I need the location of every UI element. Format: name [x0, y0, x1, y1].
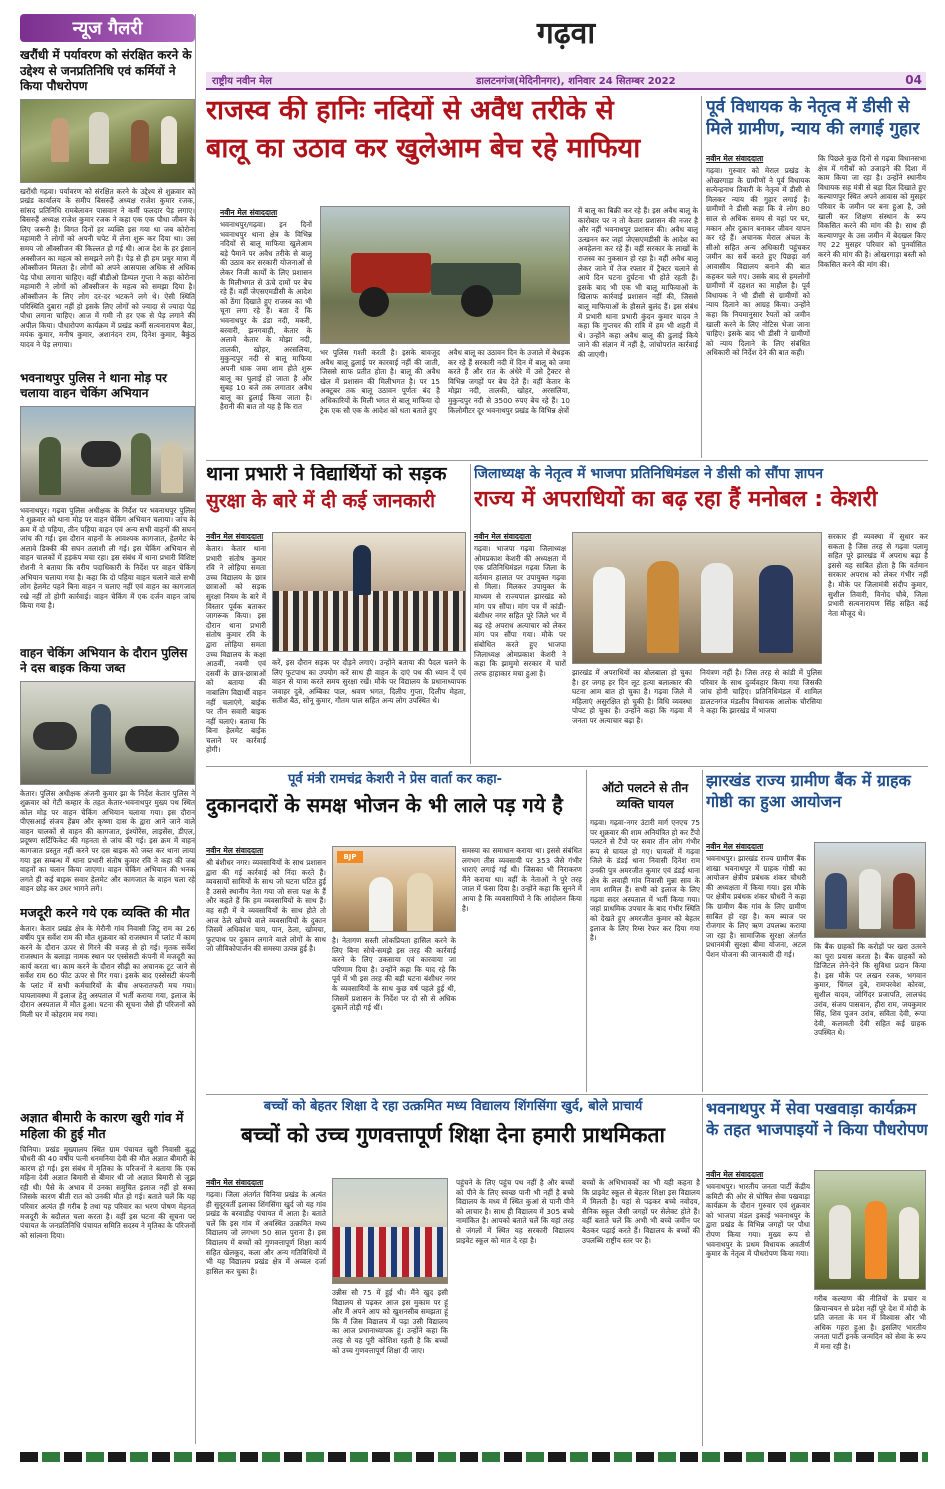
sidebar-story-body: खरौंधी गढ़वा। पर्यावरण को संरक्षित करने के उद्देश्य से शुक्रवार को प्रखंड कार्यालय के समीप बिसरुहैं अध्यक्ष राजेश कुमार रजक, सांसद प्रतिनिधि रामबेलावन पासवान ने कर्मी फलदार पेड़ लगाए। बिसरुहैं अध्यक्ष राजेश कुमार रजक ने कहा एक एक पौधा जीवन के लिए जरूरी है। विगत दिनों हर व्यक्ति इस गया था जब कोरोना महामारी ने लोगों को अपनी चपेट में लेना शुरू कर दिया था। उस समय जो ऑक्सीजन की किल्लत हो गई थी। आज देश के हर इंसान अक्सीजन का महत्व को समझने लगे हैं। पेड़ से ही हम प्रचुर मात्रा में ऑक्सीजन मिलता है। लोगों को अपने आसपास अधिक से अधिक पेड़ पौधा लगाना चाहिए। वहीं बीडीओ डिम्पल गुप्ता ने कहा कोरोना महामारी ने लोगों को ऑक्सीजन के महत्व को समझा दिया है। ऑक्सीजन के लिए लोग दर-दर भटकने लगे थे। ऐसी स्थिति परिस्थिति दुबारा नहीं हो इसके लिए लोगों को ज्यादा से ज्यादा पेड़ पौधा लगाना चाहिए। आज में गमी नौ हर एक से पेड़ लगाने की अपील किया। पौधारोपण कार्यक्रम में प्रखंड कर्मी सत्यनारायण बैठा, मयंक कुमार, मनीष कुमार, अशानंदन राम, दिनेश कुमार, बैकुंठ यादव ने पेड़ लगाया। — [20, 186, 195, 349]
bjp-title: राज्य में अपराधियों का बढ़ रहा हैं मनोबल : केशरी — [474, 487, 878, 512]
top-story — [206, 96, 700, 458]
bank-col2: कि बैंक ग्राहकों कि करोड़ों पर खरा उतरने का पूरा प्रयास करता है। बैंक ग्राहकों को डिजिटल लेने-देने कि सुविधा प्रदान किया है। इस मौके पर लखन रजक, भगवान कुमार, चिंगल दुबे, रामपरवेश कोरवा, सुशील यादव, जोगिंदर प्रजापति, लालचंद उरांव, संजय पासवान, हीरा राम, जयकुमार सिंह, शिव पूजन उरांव, सविता देवी, रूपा देवी, कलावती देवी सहित कई ग्राहक उपस्थित थे। — [814, 942, 926, 1038]
education-kicker: बच्चों को बेहतर शिक्षा दे रहा उत्क्रमित मध्य विद्यालय शिंगसिंगा खुर्द, बोले प्राचार्य — [263, 1099, 643, 1114]
bjp-col1: नवीन मेल संवाददाता गढ़वा। भाजपा गढ़वा जिलाध्यक्ष ओमप्रकाश केशरी की अध्यक्षता में एक प्रतिनिधिमंडल गढ़वा जिला के वर्तमान हालात पर उपायुक्त गढ़वा से मिला। मिलकर उपायुक्त के माध्यम से राज्यपाल झारखंड को मांग पत्र सौंपा। मांग पत्र में कांडी-बंशीधर नगर सहित पूरे जिले भर में बढ़ रहे अपराध अत्याचार को लेकर मांग पत्र सौंपा गया। मौके पर संबोधित करते हुए भाजपा जिलाध्यक्ष ओमप्रकाश केशरी ने कहा कि झामुमो सरकार में चारों तरफ हाहाकार मचा हुआ है। — [474, 532, 566, 678]
gramin-bank-title: झारखंड राज्य ग्रामीण बैंक में ग्राहक गोष्ठी का हुआ आयोजन — [706, 771, 911, 811]
dateline: डालटनगंज(मेदिनीनगर), शनिवार 24 सितम्बर 2022 — [476, 76, 676, 87]
sidebar-story-bike-seize — [20, 646, 195, 901]
sidebar-story-title: मजदूरी करने गये एक व्यक्ति की मौत — [20, 904, 190, 920]
auto-accident-story — [590, 780, 700, 1092]
seva-pakhwada-title: भवनाथपुर में सेवा पखवाड़ा कार्यक्रम के तहत भाजपाइयों ने किया पौधरोपण — [706, 1099, 928, 1139]
sidebar-story-body: केतार। पुलिस अधीक्षक अंजनी कुमार झा के निर्देश केतार पुलिस ने शुक्रवार को गेटी कम्हार के तहत केतार-भवनाथपुर मुख्य पथ स्थित कोल मोड़ पर वाहन चेकिंग अभियान चलाया गया। इस दौरान पीएसआई संजय हेंब्रम और कृष्णा दास के द्वारा आने जाने वाले वाहन चालकों से वाहन की कागजात, इंश्योरेंस, लाइसेंस, डीएल, प्रदूषण सर्टिफिकेट की गहनता से जांच की गई। इस क्रम में वाहन कागजात प्रस्तुत नहीं करने पर दस बाइक को जब्त कर थाना लाया गया इस सम्बन्ध में थाना प्रभारी संतोष कुमार रवि ने कहा की जब वाहनों का चलान किया जाएगा। वाहन चेकिंग अभियान की भनक लगते ही कई बाइक सवार हेलमेट और कागजात के वाहन चला रहे वाहन छोड़ कर उधर भागने लगे। — [20, 788, 195, 894]
sidebar-story-title: वाहन चेकिंग अभियान के दौरान पुलिस ने दस बाइक किया जब्त — [20, 645, 188, 675]
kesri-kicker: पूर्व मंत्री रामचंद्र केशरी ने प्रेस वार्ता कर कहा- — [288, 772, 502, 787]
bjp-col4: सरकार ही व्यवस्था में सुधार कर सकता है जिस तरह से गढ़वा पलामू सहित पूरे झारखंड में अपराध बढ़ा है इससे यह साबित होता है कि वर्तमान सरकार अपराध को लेकर गंभीर नहीं है। मौके पर जिलामंत्री संदीप कुमार, सुशील तिवारी, विनोद चौबे, जिला प्रभारी सत्यनारायण सिंह सहित कई नेता मौजूद थे। — [828, 532, 928, 618]
police-check-photo — [20, 406, 195, 502]
bike-seize-photo — [20, 681, 195, 785]
sidebar-story-body: भवनाथपुर। गढ़वा पुलिस अधीक्षक के निर्देश पर भवनाथपुर पुलिस ने शुक्रवार को थाना मोड़ पर वाहन चेकिंग अभियान चलाया। जांच के क्रम में दो पहिया, तीन पहिया वाहन एवं अन्य सभी वाहनों की सघन जांच की गई। इस दौरान वाहनों के आवश्यक कागजात, हेलमेट के अलावे डिक्की की सघन तलाशी ली गई। इस चेकिंग अभियान से वाहन चालकों में हड़कंप मचा रहा। इस संबंध में थाना प्रभारी विशिष्ट रोशनी ने बताया कि वरीय पदाधिकारी के निर्देश पर वाहन चेकिंग अभियान चलाया गया है। कहा कि दो पहिया वाहन चलाने वाले सभी लोग हेलमेट पहने बिना वाहन न चलाए नहीं एवं वाहन का कागजात रखे नहीं तो होगी कार्रवाई। वाहन चेकिंग में एक दर्जन वाहन जांच किया गया है। — [20, 505, 195, 611]
top-story-col4: में बालू का बिक्री कर रहे हैं। इस अवैध बालू के कारोबार पर न तो केतार प्रशासन की नजर है और नहीं भवनाथपुर प्रशासन की। अवैध बालू उत्खनन कर जहां जेएसएमडीसी के आदेश का अवहेलना कर रहे हैं। वहीं सरकार के लाखों के राजस्व का नुकसान हो रहा है। वहीं अवैध बालू लेकर जाने में तेज रफ्तार में ट्रैक्टर चलाने से आये दिन घटना दुर्घटना भी होते रहती हैं। इसके बाद भी एक भी बालू माफियाओं के खिलाफ कार्रवाई प्रशासन नहीं की, जिससे बालू माफियाओं के हौसले बुलंद हैं। इस संबंध में प्रभारी थाना प्रभारी कुंदन कुमार यादव ने कहा कि गुप्तचर की रात्रि में हम भी शहरी में थे। उन्होंने कहा अवैध बालू की ढुलाई किये जाने की संज्ञान में नहीं है, जांचोपरांत कार्रवाई की जाएगी। — [578, 206, 698, 359]
news-gallery-sidebar — [20, 14, 196, 1444]
column-divider — [470, 464, 471, 764]
kesri-col3: समस्या का समाधान कराया था। इससे संबंधित लगभग तीस व्यवसायी पर 353 जैसे गंभीर धाराएं लगाई गई थी। जिसका भी निराकरण मैंने कराया था। वहीं के नेताओं ने पुरे तरह जाल में फंसा दिया है। उन्होंने कहा कि सुनने में आया है कि व्यवसायियों ने कि आंदोलन किया है। — [462, 846, 582, 913]
kesri-col1: नवीन मेल संवाददाता श्री बंशीधर नगर। व्यवसायियों के साथ प्रशासन द्वारा की गई कार्रवाई को निंदा करते हैं। व्यवसायों सामियों के साथ जो घटना घटित हुई है उससे स्थानीय नेता गया जो सत्ता पक्ष के हैं और कहते हैं कि हम व्यवसायियों के साथ हैं। वह सही में वे व्यवसायियों के साथ होते तो आज ठेले खोमचे वाले व्यवसायियों के दुकान जिसमें अधिकांश चाय, पान, ठेला, खोमचा, फुटपाथ पर दुकान लगाने वाले लोगों के साथ जो जीविकोपार्जन की समस्या उत्पन्न हुई है। — [206, 846, 326, 954]
sidebar-story-vehicle-check — [20, 371, 195, 640]
row-divider — [206, 1094, 928, 1095]
top-story-title-line2: बालू का उठाव कर खुलेआम बेच रहे माफिया — [206, 133, 641, 165]
column-divider — [702, 1098, 703, 1446]
column-divider — [702, 770, 703, 1092]
pakhwada-col1: नवीन मेल संवाददाता भवनाथपुर। भारतीय जनता पार्टी केंद्रीय कमिटी की ओर से घोषित सेवा पखवाड़ा कार्यक्रम के दौरान गुरुवार एवं शुक्रवार को भाजपा मंडल इकाई भवनाथपुर के द्वारा प्रखंड के विभिन्न जगहों पर पौधा रोपण किया गया। मुख्य रूप से भवनाथपुर के प्रथम विधायक अवतीर्ण कुमार के नेतृत्व में पौधरोपण किया गया। — [706, 1170, 810, 1259]
bjp-banner-badge: BJP — [337, 851, 363, 863]
education-col1: नवीन मेल संवाददाता गढ़वा। जिला अंतर्गत चिनिया प्रखंड के अत्यंत ही सुदूरवर्ती इलाका शिंगसिंगा खुर्द जो यह गांव प्रखंड के बरवाडीह पंचायत में आता है। बताते चलें कि इस गांव में अवस्थित उत्क्रमित मध्य विद्यालय जो लगभग 50 साल पुराना है। इस विद्यालय में बच्चों को गुणवत्तापूर्ण शिक्षा कार्य सहित खेलकूद, कला और अन्य गतिविधियों में भी यह विद्यालय प्रखंड क्षेत्र में अव्वल दर्जा हासिल कर चुका है। — [206, 1178, 326, 1276]
auto-accident-body: गढ़वा। गढ़वा-नगर उंटारी मार्ग एनएच 75 पर शुक्रवार की शाम अनियंत्रित हो कर टैंपो पलटने से टैंपो पर सवार तीन लोग गंभीर रूप से घायल हो गए। घायलों में गढ़वा जिले के डंडई थाना निवासी दिनेश राम उनकी पुत्र अमरजीत कुमार एवं डंडई थाना क्षेत्र के लवाही गांव निवासी मुन्ना साव के नाम शामिल हैं। सभी को इलाज के लिए गढ़वा सदर अस्पताल में भर्ती किया गया। जहां प्राथमिक उपचार के बाद गंभीर स्थिति को देखते हुए अमरजीत कुमार को बेहतर इलाज के लिए रिम्स रेफर कर दिया गया है। — [590, 818, 700, 943]
top-story-col2: भर पुलिस गश्ती करती है। इसके बावजूद अवैध बालू ढुलाई पर कारवाई नहीं की जाती, जिससे साफ प्रतीत होता है। बालू की अवैध खेल में प्रशासन की मिलीभगत है। पर 15 अक्टूबर तक बालू उठावन पूर्णतः बंद है अधिकारियों के मिली भगत से बालू माफिया दो ट्रेक एक सौ एक के आदेश को धता बताते हुए — [320, 348, 440, 415]
row-divider — [206, 766, 928, 767]
masthead — [206, 14, 926, 92]
sidebar-story-plantation — [20, 48, 195, 365]
students-photo — [272, 532, 466, 652]
masthead-bar — [206, 72, 926, 90]
column-divider — [586, 770, 587, 1092]
sidebar-story-title: भवनाथपुर पुलिस ने थाना मोड़ पर चलाया वाहन चेकिंग अभियान — [20, 370, 167, 400]
school-education-story — [206, 1098, 700, 1446]
bjp-delegation-story — [474, 464, 928, 764]
road-safety-title-line1: थाना प्रभारी ने विद्यार्थियों को सड़क — [206, 464, 447, 485]
kesri-title: दुकानदारों के समक्ष भोजन के भी लाले पड़ गये है — [206, 793, 563, 817]
ex-mla-story-title: पूर्व विधायक के नेतृत्व में डीसी से मिले ग्रामीण, न्याय की लगाई गुहार — [706, 97, 920, 139]
bjp-delegation-photo — [572, 532, 822, 664]
page-number: 04 — [905, 73, 922, 87]
sidebar-story-title: खरौंधी में पर्यावरण को संरक्षित करने के उद्देश्य से जनप्रतिनिधि एवं कर्मियों ने किया पौधरोपण — [20, 48, 192, 93]
sidebar-story-title: अज्ञात बीमारी के कारण खुरी गांव में महिला की हुई मौत — [20, 1109, 184, 1141]
plantation-bjp-photo — [814, 1170, 926, 1290]
footer-stripe — [20, 1452, 928, 1462]
plantation-photo — [20, 99, 195, 183]
road-safety-story — [206, 464, 468, 764]
education-title: बच्चों को उच्च गुणवत्तापूर्ण शिक्षा देना हमारी प्राथमिकता — [241, 1123, 665, 1147]
gramin-bank-story — [706, 770, 928, 1092]
education-col2: उन्नीस सौ 75 में हुई थी। मैंने खुद इसी विद्यालय से पढ़कर आज इस मुकाम पर हूं और मैं अपने आप को खुशनसीब समझता हूं कि मैं जिस विद्यालय में पढ़ा उसी विद्यालय का आज प्रधानाध्यापक हूं। उन्होंने कहा कि तरह से यह पूरी कोशिश रहती है कि बच्चों को उच्च गुणवत्तापूर्ण शिक्षा दी जाए। — [332, 1288, 448, 1355]
ex-mla-col1: नवीन मेल संवाददाता गढ़वा। गुरुवार को मेराल प्रखंड के ओखरगाड़ा के ग्रामीणों ने पूर्व विधायक सत्येन्द्रनाथ तिवारी के नेतृत्व में डीसी से मिलकर न्याय की गुहार लगाई है। ग्रामीणों ने डीसी कहा कि वे लोग 80 साल से अधिक समय से वहां पर घर, मकान और दुकान बनाकर जीवन यापन कर रहे हैं। अचानक मेराल अंचल के सीओ सहित अन्य अधिकारी पहुंचकर जमीन का सर्वे करते हुए पिछड़ा वर्ग आवासीय विद्यालय बनाने की बात कहकर चले गए। उसके बाद से हमलोगों ग्रामीणों में दहशत का माहौल है। पूर्व विधायक ने भी डीसी से ग्रामीणों को न्याय दिलाने का आग्रह किया। उन्होंने कहा कि नियमानुसार रैयतों को जमीन खाली करने के लिए नोटिस भेजा जाना चाहिए। इसके बाद भी डीसी ने ग्रामीणों को न्याय दिलाने के लिए संबंधित अधिकारी को निर्देश देने की बात कही। — [706, 154, 810, 358]
auto-accident-title: ऑटो पलटने से तीन व्यक्ति घायल — [601, 781, 689, 811]
ex-mla-story — [706, 96, 928, 458]
bank-meeting-photo — [814, 842, 926, 938]
pakhwada-col2: गरीब कल्याण की नीतियों के प्रचार व क्रियान्वयन से प्रदेश नहीं पूरे देश में मोदी के प्रति जनता के मन में विश्वास और भी अधिक गहरा हुआ है। इसलिए भारतीय जनता पार्टी इनके जन्मदिन को सेवा के रूप में मना रही है। — [814, 1294, 926, 1351]
bjp-col3: नियंत्रण नहीं है। जिस तरह से कांडी में पुलिस परिवार के साथ दुर्व्यवहार किया गया जिसकी जांच होनी चाहिए। प्रतिनिधिमंडल में शामिल डालटनगंज मंडलीय विधायक आलोक चौरसिया ने कहा कि झारखंड में भाजपा — [700, 668, 822, 716]
school-students-photo — [332, 1178, 448, 1284]
bjp-kicker: जिलाध्यक्ष के नेतृत्व में भाजपा प्रतिनिधिमंडल ने डीसी को सौंपा ज्ञापन — [474, 466, 823, 482]
sidebar-story-body: चिनिया। प्रखंड मुख्यालय स्थित ग्राम पंचायत खुरी निवासी बुद्ध चौधरी की 40 वर्षीय पत्नी धनमनिया देवी की मौत अज्ञात बीमारी के कारण हो गई। इस संबंध में मृतिका के परिजनों ने बताया कि एक महिना देवी अज्ञात बिमारी से बीमार थी जो अज्ञात बिमारी से जूझ रही थी। पैसे के अभाव में उनका समुचित इलाज नहीं हो सका जिसके कारण बीती रात को उनकी मौत हो गई। बताते चलें कि यह परिवार अत्यंत ही गरीब है तथा यह परिवार का भरण पोषण मेहनत मजदूरी के बदौलत चला करता है। वहीं इस घटना की सूचना पर पंचायत के जनप्रतिनिधि पंचायत समिति सदस्य ने मृतिका के परिजनों को सांत्वना दिया। — [20, 1144, 195, 1240]
column-divider — [701, 96, 702, 458]
top-story-col3: अवैध बालू का उठावन दिन के उजाले में बेधड़क कर रहे हैं सरकारी नदी में दिन में बालू को जमा करते हैं और रात के अंधेरे में उसे ट्रैक्टर से विभिन्न जगहों पर बेच देते हैं। वहीं केतार के मोझा नदी, तालकी, खोहर, अरसलिया, मुकुन्दपुर नदी से 3500 रुपए बेच रहे हैं। 10 किलोमीटर दूर भवनाथपुर प्रखंड के विभिन्न क्षेत्रों — [448, 348, 570, 415]
top-story-col1: नवीन मेल संवाददाता भवनाथपुर/गढ़वा। इन दिनों भवनाथपुर थाना क्षेत्र के विभिन्न नदियों से बालू माफिया खुलेआम बड़े पैमाने पर अवैध तरीके से बालू की उठाव कर सरकारी योजनाओं से लेकर निजी कार्यों के लिए प्रशासन के मिलीभगत से ऊंचे दामों पर बेच रहे हैं। वहीं जेएसएमडीसी के आदेश को ठेंगा दिखाते हुए राजस्व का भी चूना लगा रहे हैं। बता दें कि भवनाथपुर के डंडा नदी, मकरी, बरवारी, झनगवाही, केतार के अलावे केतार के मोझा नदी, तालकी, खोहर, अरसलिया, मुकुन्दपुर नदी से बालू माफिया अपनी धाक जमा शाम होते शुरू बालू का घुलाई हो जाता है और सुबह 10 बजे तक लगातार अवैध बालू का ढुलाई किया जाता है। हैरानी की बात तो यह है कि रात — [220, 208, 312, 412]
road-safety-title-line2: सुरक्षा के बारे में दी कई जानकारी — [206, 490, 436, 513]
news-gallery-banner: न्यूज गैलरी — [20, 14, 195, 42]
road-safety-col1: नवीन मेल संवाददाता केतार। केतार थाना प्रभारी संतोष कुमार रवि ने लोहिया समता उच्च विद्यालय के छात्र छात्राओं को सड़क सुरक्षा नियम के बारे में विस्तार पूर्वक बताकर जागरूक किया। इस दौरान थाना प्रभारी संतोष कुमार रवि के द्वारा लोहिया समता उच्च विद्यालय के कक्षा आठवीं, नवमी एवं दसवीं के छात्र-छात्राओं को बताया की नाबालिग विद्यार्थी वाहन नहीं चलाएंगे, बाईक पर तीन सवारी बाइक नहीं चलाएं। बताया कि बिना हेलमेट बाईक चलाने पर कार्रवाई होगी। — [206, 532, 266, 755]
paper-name: राष्ट्रीय नवीन मेल — [212, 76, 272, 87]
kesri-press-story — [206, 770, 584, 1092]
tractor-photo — [320, 206, 570, 344]
bjp-col2: झारखंड में अपराधियों का बोलबाला हो चुका है। हर जगह हर दिन लूट हत्या बलात्कार की घटना आम बात हो चुका है। गढ़वा जिले में महिलाएं असुरक्षित हो चुकी है। विधि व्यवस्था पोपट हो चुका है। उन्होंने कहा कि गढ़वा में जनता पर अत्याचार बढ़ा है। — [572, 668, 692, 725]
road-safety-col2: करें, इस दौरान सड़क पर दौड़ने लगाएं। उन्होंने बताया की पैदल चलने के लिए फुटपाथ का उपयोग करें साथ ही वाहन के दाएं पथ की ध्यान दें एवं वाहन से यात्रा करते समय सुरक्षा रखें। मौके पर विद्यालय के प्रधानाध्यापक जवाहर दुबे, अम्बिका पाल, श्रवण भगत, दिलीप गुप्ता, दिलीप मेहता, सतीश बैठ, सोनू कुमार, गौतम पाल सहित अन्य लोग उपस्थित थे। — [272, 658, 466, 706]
kesri-col2: है। नेतागण सस्ती लोकप्रियता हासिल करने के लिए बिना सोचे-समझे इस तरह की कार्रवाई करने के लिए उकसाया एवं कारवाया जा परिणाम दिया है। उन्होंने कहा कि याद रहे कि पूर्व में भी इस तरह की बड़ी घटना बंशीधर नगर के व्यवसायियों के साथ कुछ वर्ष पहले हुई थी, जिसमें प्रशासन के निर्देश पर दो सौ से अधिक दुकानें तोड़ी गई थीं। — [332, 936, 456, 1013]
education-col3: पहुंचने के लिए पहुंच पथ नहीं है और बच्चों को पीने के लिए स्वच्छ पानी भी नहीं है बच्चे विद्यालय के मध्य में स्थित कुआं से पानी पीने को लाचार है। साथ ही विद्यालय में 305 बच्चे नामांकित है। आपको बताते चलें कि यहां तरह से जंगलों में स्थित यह सरकारी विद्यालय प्राइवेट स्कूल को मात दे रहा है। — [456, 1178, 574, 1245]
ex-mla-col2: कि पिछले कुछ दिनों से गढ़वा विधानसभा क्षेत्र में गरीबों को उजाड़ने की दिशा में काम किया जा रहा है। उन्होंने स्थानीय विधायक सह मंत्री से बड़ा दिल दिखाते हुए कल्याणपुर स्थित अपने आवास को मुसहर परिवार के जमीन पर बना हुआ है, उसे खाली कर शिक्षण संस्थान के रूप विकसित करने की मांग की है। साथ ही कल्याणपुर के उस जमीन में बेदखल किए गए 22 मुसहर परिवार को पुनर्वासित करने की मांग की है। ओखरगाड़ा बस्ती को विकसित करने की मांग की। — [818, 154, 926, 269]
bank-col1: नवीन मेल संवाददाता भवनाथपुर। झारखंड राज्य ग्रामीण बैंक शाखा भवनाथपुर में ग्राहक गोष्ठी का आयोजन क्षेत्रीय प्रबंधक शंकर चौधरी की अध्यक्षता में किया गया। इस मौके पर क्षेत्रीय प्रबंधक शंकर चौधरी ने कहा कि ग्रामीण बैंक गांव के लिए ग्रामीण साबित हो रहा है। कम ब्याज पर रोजगार के लिए ऋण उपलब्ध कराया जा रहा है। सामाजिक सुरक्षा अंतर्गत प्रधानमंत्री सुरक्षा बीमा योजना, अटल पेंशन योजना की जानकारी दी गई। — [706, 842, 806, 959]
press-conference-photo — [332, 846, 456, 932]
row-divider — [206, 460, 928, 461]
sidebar-story-body: केतार। केतार प्रखंड क्षेत्र के मेरौनी गांव निवासी जिटू राम का 26 वर्षीय पुत्र सर्वेश राम की मौत शुक्रवार को राजस्थान में प्लांट में काम करने के दौरान ऊपर से गिरने की वजह से हो गई। मृतक सर्वेश राजस्थान के बलाड़ा नामक स्थान पर एस्सेसटी कंपनी में मजदूरी का कार्य करता था। काम करने के दौरान सीढ़ी का अचानक टूट जाने से सर्वेश राम 60 फीट ऊपर से गिर गया। इसके बाद एस्सेसटी कंपनी के प्लांट में सभी कर्मचारियों के बीच अफरातफरी मच गया। घायलावस्था में इलाज हेतु अस्पताल में भर्ती कराया गया, इलाज के दौरान अस्पताल में मौत हुआ। घटना की सूचना जैसे ही परिजनों को मिली घर में कोहराम मच गया। — [20, 923, 195, 1019]
education-col4: बच्चों के अभिभावकों का भी यही कहना है कि प्राइवेट स्कूल से बेहतर शिक्षा इस विद्यालय में मिलती है। यहां से पढ़कर बच्चे नवोदय, सैनिक स्कूल जैसी जगहों पर सेलेक्ट होते हैं। वहीं बताते चलें कि अभी भी बच्चे जमीन पर बैठकर पढ़ाई करते हैं। विद्यालय के बच्चों की उपलब्धि राष्ट्रीय स्तर पर है। — [582, 1178, 700, 1245]
seva-pakhwada-story — [706, 1098, 928, 1446]
city-title: गढ़वा — [536, 16, 596, 51]
sidebar-story-woman-death — [20, 1110, 195, 1305]
top-story-title-line1: राजस्व की हानिः नदियों से अवैध तरीके से — [206, 96, 614, 126]
sidebar-story-worker-death — [20, 905, 195, 1106]
